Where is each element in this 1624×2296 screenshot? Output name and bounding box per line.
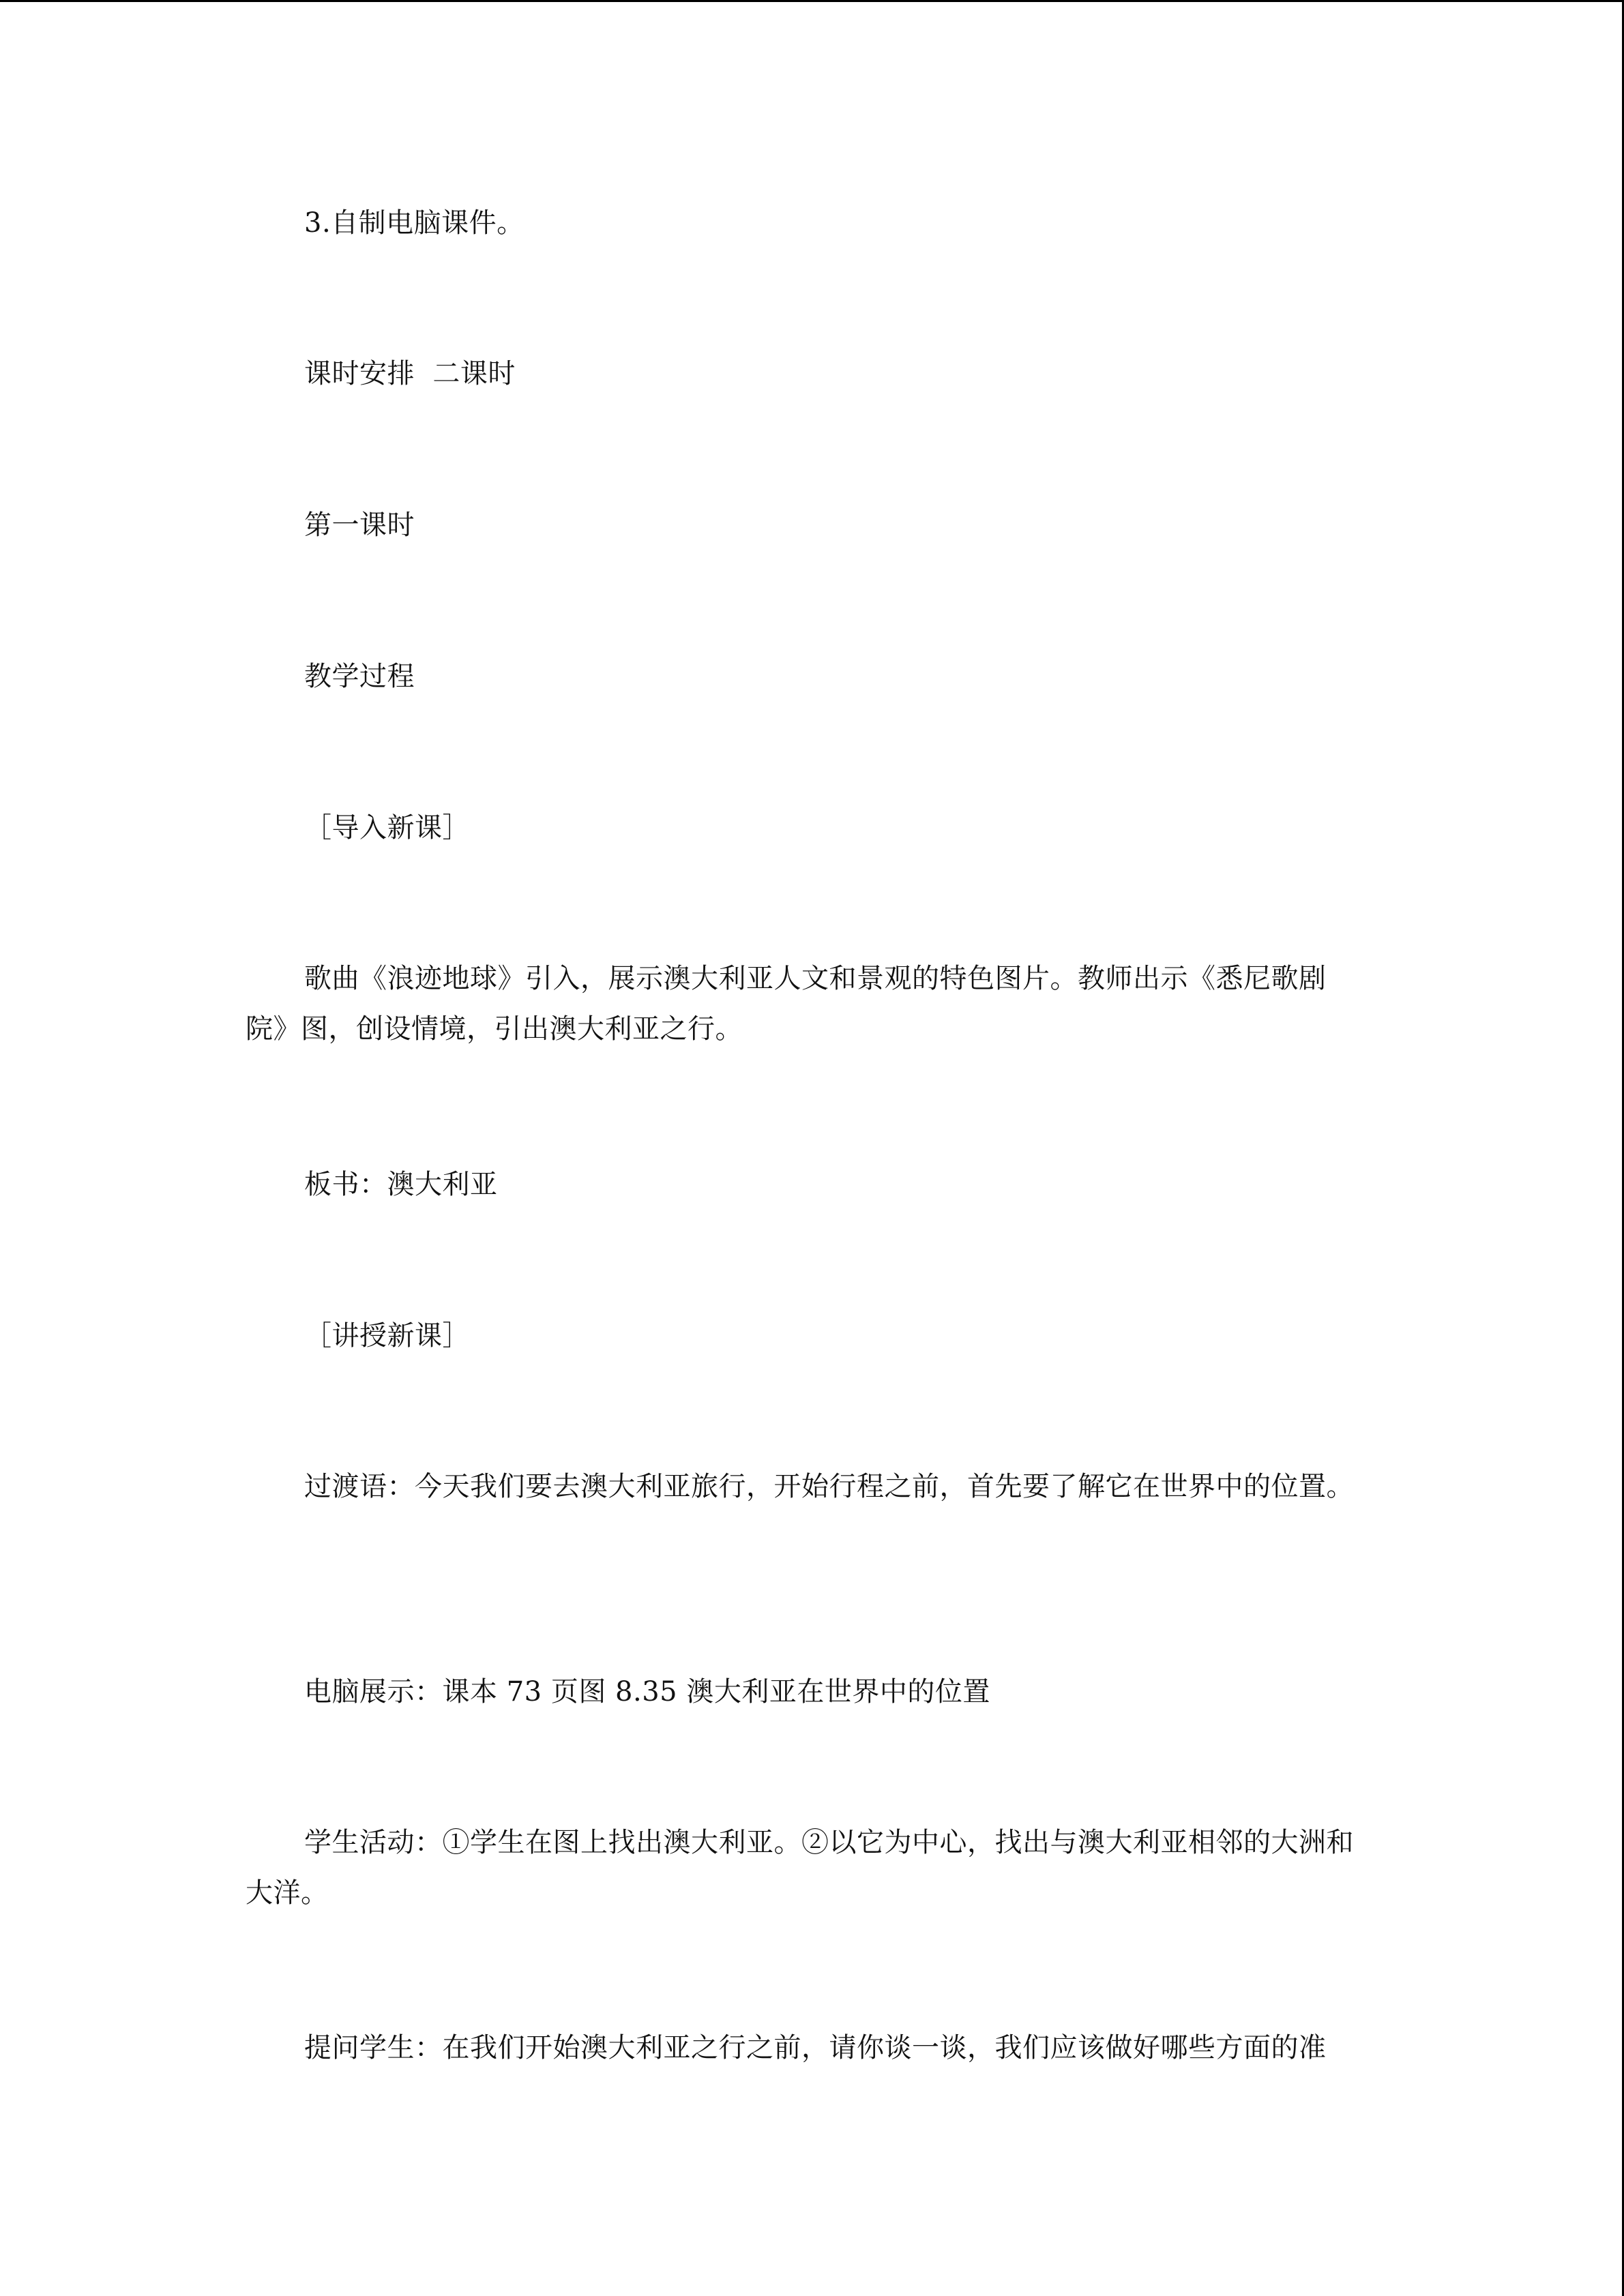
paragraph-blackboard: 板书：澳大利亚 [304,1169,498,1200]
page-top-border [0,0,1624,2]
paragraph-schedule: 课时安排 二课时 [304,358,516,389]
paragraph-computer-display: 电脑展示：课本 73 页图 8.35 澳大利亚在世界中的位置 [304,1676,990,1708]
paragraph-song-intro: 歌曲《浪迹地球》引入，展示澳大利亚人文和景观的特色图片。教师出示《悉尼歌剧院》图，创设情境，引出澳大利亚之行。 [246,963,1327,1045]
paragraph-transition: 过渡语：今天我们要去澳大利亚旅行，开始行程之前，首先要了解它在世界中的位置。 [304,1471,1354,1502]
paragraph-student-activity: 学生活动：①学生在图上找出澳大利亚。②以它为中心，找出与澳大利亚相邻的大洲和大洋。 [246,1827,1354,1909]
paragraph-teaching-process: 教学过程 [304,661,415,692]
paragraph-courseware: 3.自制电脑课件。 [304,207,525,239]
heading-teach-lesson: ［讲授新课］ [304,1320,470,1352]
heading-introduce-lesson: ［导入新课］ [304,812,470,844]
paragraph-question: 提问学生：在我们开始澳大利亚之行之前，请你谈一谈，我们应该做好哪些方面的准 [304,2032,1327,2063]
paragraph-first-lesson: 第一课时 [304,509,415,541]
